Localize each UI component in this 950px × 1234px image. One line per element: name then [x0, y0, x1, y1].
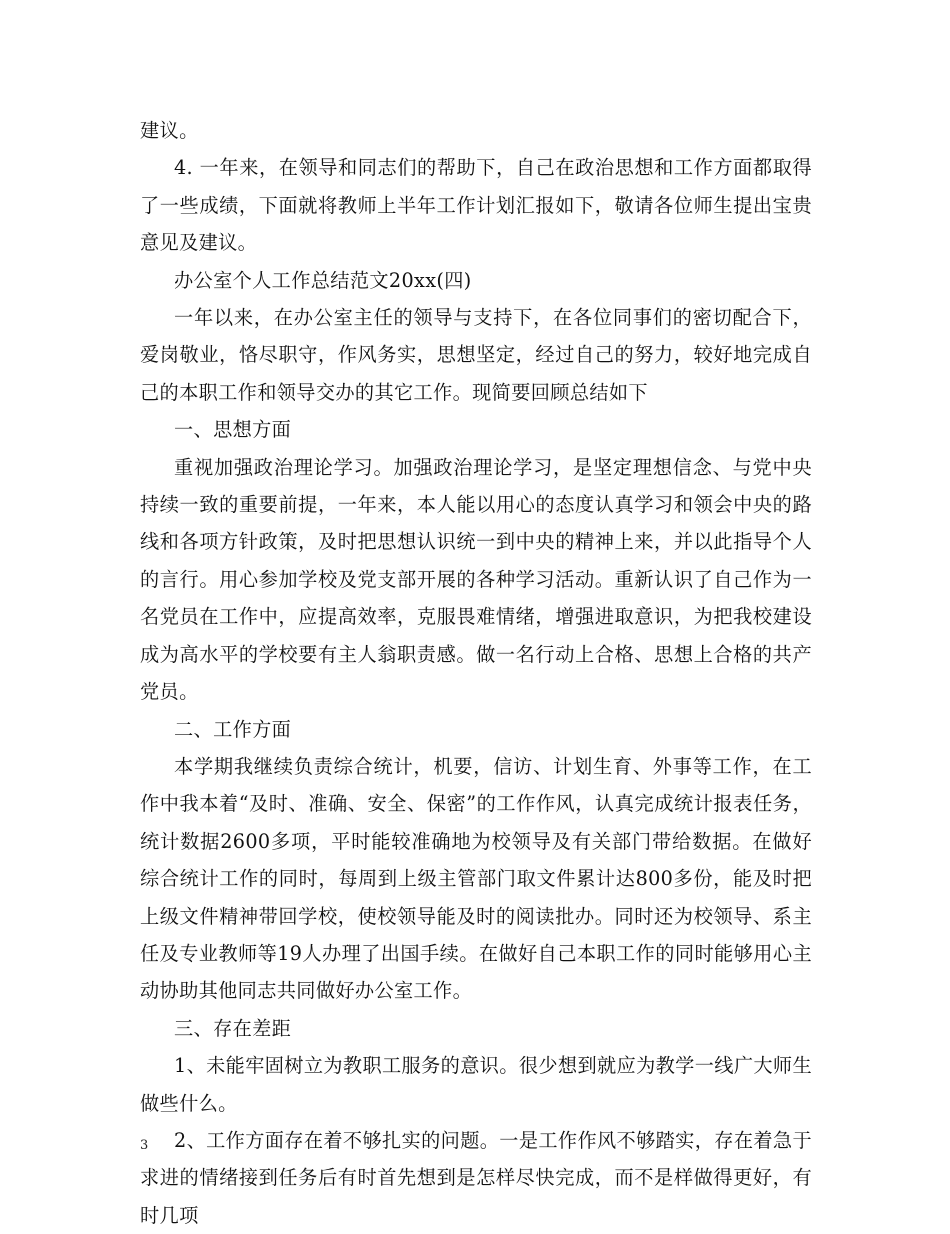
heading-thought: 一、思想方面 — [174, 418, 292, 442]
paragraph-work: 本学期我继续负责综合统计，机要，信访、计划生育、外事等工作，在工作中我本着“及时、准确、安全、保密”的工作作风，认真完成统计报表任务，统计数据2600多项，平时能较准确地为校领导及有关部门带给数据。在做好综合统计工作的同时，每周到上级主管部门取文件累计达800多份，能及时把上级文件精神带回学校，使校领导能及时的阅读批办。同时还为校领导、系主任及专业教师等19人办理了出国手续。在做好自己本职工作的同时能够用心主动协助其他同志共同做好办公室工作。 — [140, 754, 812, 1003]
section-title: 办公室个人工作总结范文20xx(四) — [174, 268, 472, 292]
paragraph-continuation: 建议。 — [140, 119, 199, 142]
heading-work: 二、工作方面 — [174, 717, 292, 741]
paragraph-item-4: 4. 一年来，在领导和同志们的帮助下，自己在政治思想和工作方面都取得了一些成绩，下面就将教师上半年工作计划汇报如下，敬请各位师生提出宝贵意见及建议。 — [140, 156, 812, 255]
heading-gaps: 三、存在差距 — [174, 1016, 292, 1040]
document-body — [140, 112, 812, 1234]
paragraph-gap-2: 2、工作方面存在着不够扎实的问题。一是工作作风不够踏实，存在着急于求进的情绪接到任务后有时首先想到是怎样尽快完成，而不是样做得更好，有时几项 — [140, 1128, 812, 1227]
paragraph-gap-1: 1、未能牢固树立为教职工服务的意识。很少想到就应为教学一线广大师生做些什么。 — [140, 1054, 812, 1115]
paragraph-thought: 重视加强政治理论学习。加强政治理论学习，是坚定理想信念、与党中央持续一致的重要前提，一年来，本人能以用心的态度认真学习和领会中央的路线和各项方针政策，及时把思想认识统一到中央的精神上来，并以此指导个人的言行。用心参加学校及党支部开展的各种学习活动。重新认识了自己作为一名党员在工作中，应提高效率，克服畏难情绪，增强进取意识，为把我校建设成为高水平的学校要有主人翁职责感。做一名行动上合格、思想上合格的共产党员。 — [140, 455, 812, 704]
page-number: 3 — [140, 1138, 149, 1153]
paragraph-intro: 一年以来，在办公室主任的领导与支持下，在各位同事们的密切配合下，爱岗敬业，恪尽职守，作风务实，思想坚定，经过自己的努力，较好地完成自己的本职工作和领导交办的其它工作。现简要回顾总结如下 — [140, 306, 812, 404]
